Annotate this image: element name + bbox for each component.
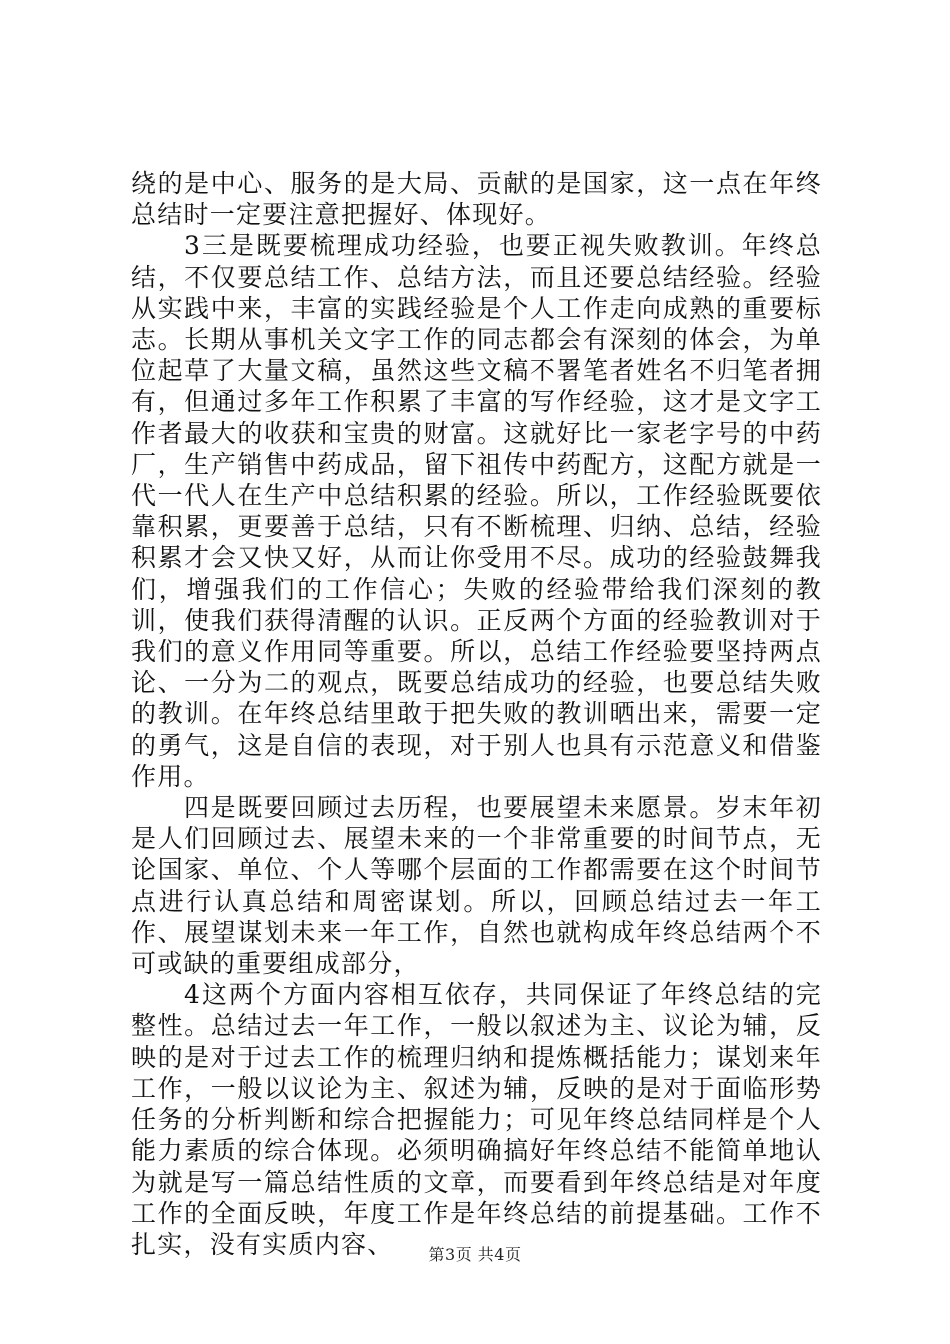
body-text [131,168,822,1260]
paragraph-1: 绕的是中心、服务的是大局、贡献的是国家，这一点在年终总结时一定要注意把握好、体现好。 [131,169,822,230]
paragraph-3: 四是既要回顾过去历程，也要展望未来愿景。岁末年初是人们回顾过去、展望未来的一个非常重要的时间节点，无论国家、单位、个人等哪个层面的工作都需要在这个时间节点进行认真总结和周密谋划。所以，回顾总结过去一年工作、展望谋划未来一年工作，自然也就构成年终总结两个不可或缺的重要组成部分， [131,793,822,979]
paragraph-2: 3三是既要梳理成功经验，也要正视失败教训。年终总结，不仅要总结工作、总结方法，而且还要总结经验。经验从实践中来，丰富的实践经验是个人工作走向成熟的重要标志。长期从事机关文字工作的同志都会有深刻的体会，为单位起草了大量文稿，虽然这些文稿不署笔者姓名不归笔者拥有，但通过多年工作积累了丰富的写作经验，这才是文字工作者最大的收获和宝贵的财富。这就好比一家老字号的中药厂，生产销售中药成品，留下祖传中药配方，这配方就是一代一代人在生产中总结积累的经验。所以，工作经验既要依靠积累，更要善于总结，只有不断梳理、归纳、总结，经验积累才会又快又好，从而让你受用不尽。成功的经验鼓舞我们，增强我们的工作信心；失败的经验带给我们深刻的教训，使我们获得清醒的认识。正反两个方面的经验教训对于我们的意义作用同等重要。所以，总结工作经验要坚持两点论、一分为二的观点，既要总结成功的经验，也要总结失败的教训。在年终总结里敢于把失败的教训晒出来，需要一定的勇气，这是自信的表现，对于别人也具有示范意义和借鉴作用。 [131,231,822,791]
page-footer: 第3页 共4页 [428,1245,522,1264]
paragraph-4: 4这两个方面内容相互依存，共同保证了年终总结的完整性。总结过去一年工作，一般以叙述为主、议论为辅，反映的是对于过去工作的梳理归纳和提炼概括能力；谋划来年工作，一般以议论为主、叙述为辅，反映的是对于面临形势任务的分析判断和综合把握能力；可见年终总结同样是个人能力素质的综合体现。必须明确搞好年终总结不能简单地认为就是写一篇总结性质的文章，而要看到年终总结是对年度工作的全面反映，年度工作是年终总结的前提基础。工作不扎实，没有实质内容、 [131,980,822,1259]
